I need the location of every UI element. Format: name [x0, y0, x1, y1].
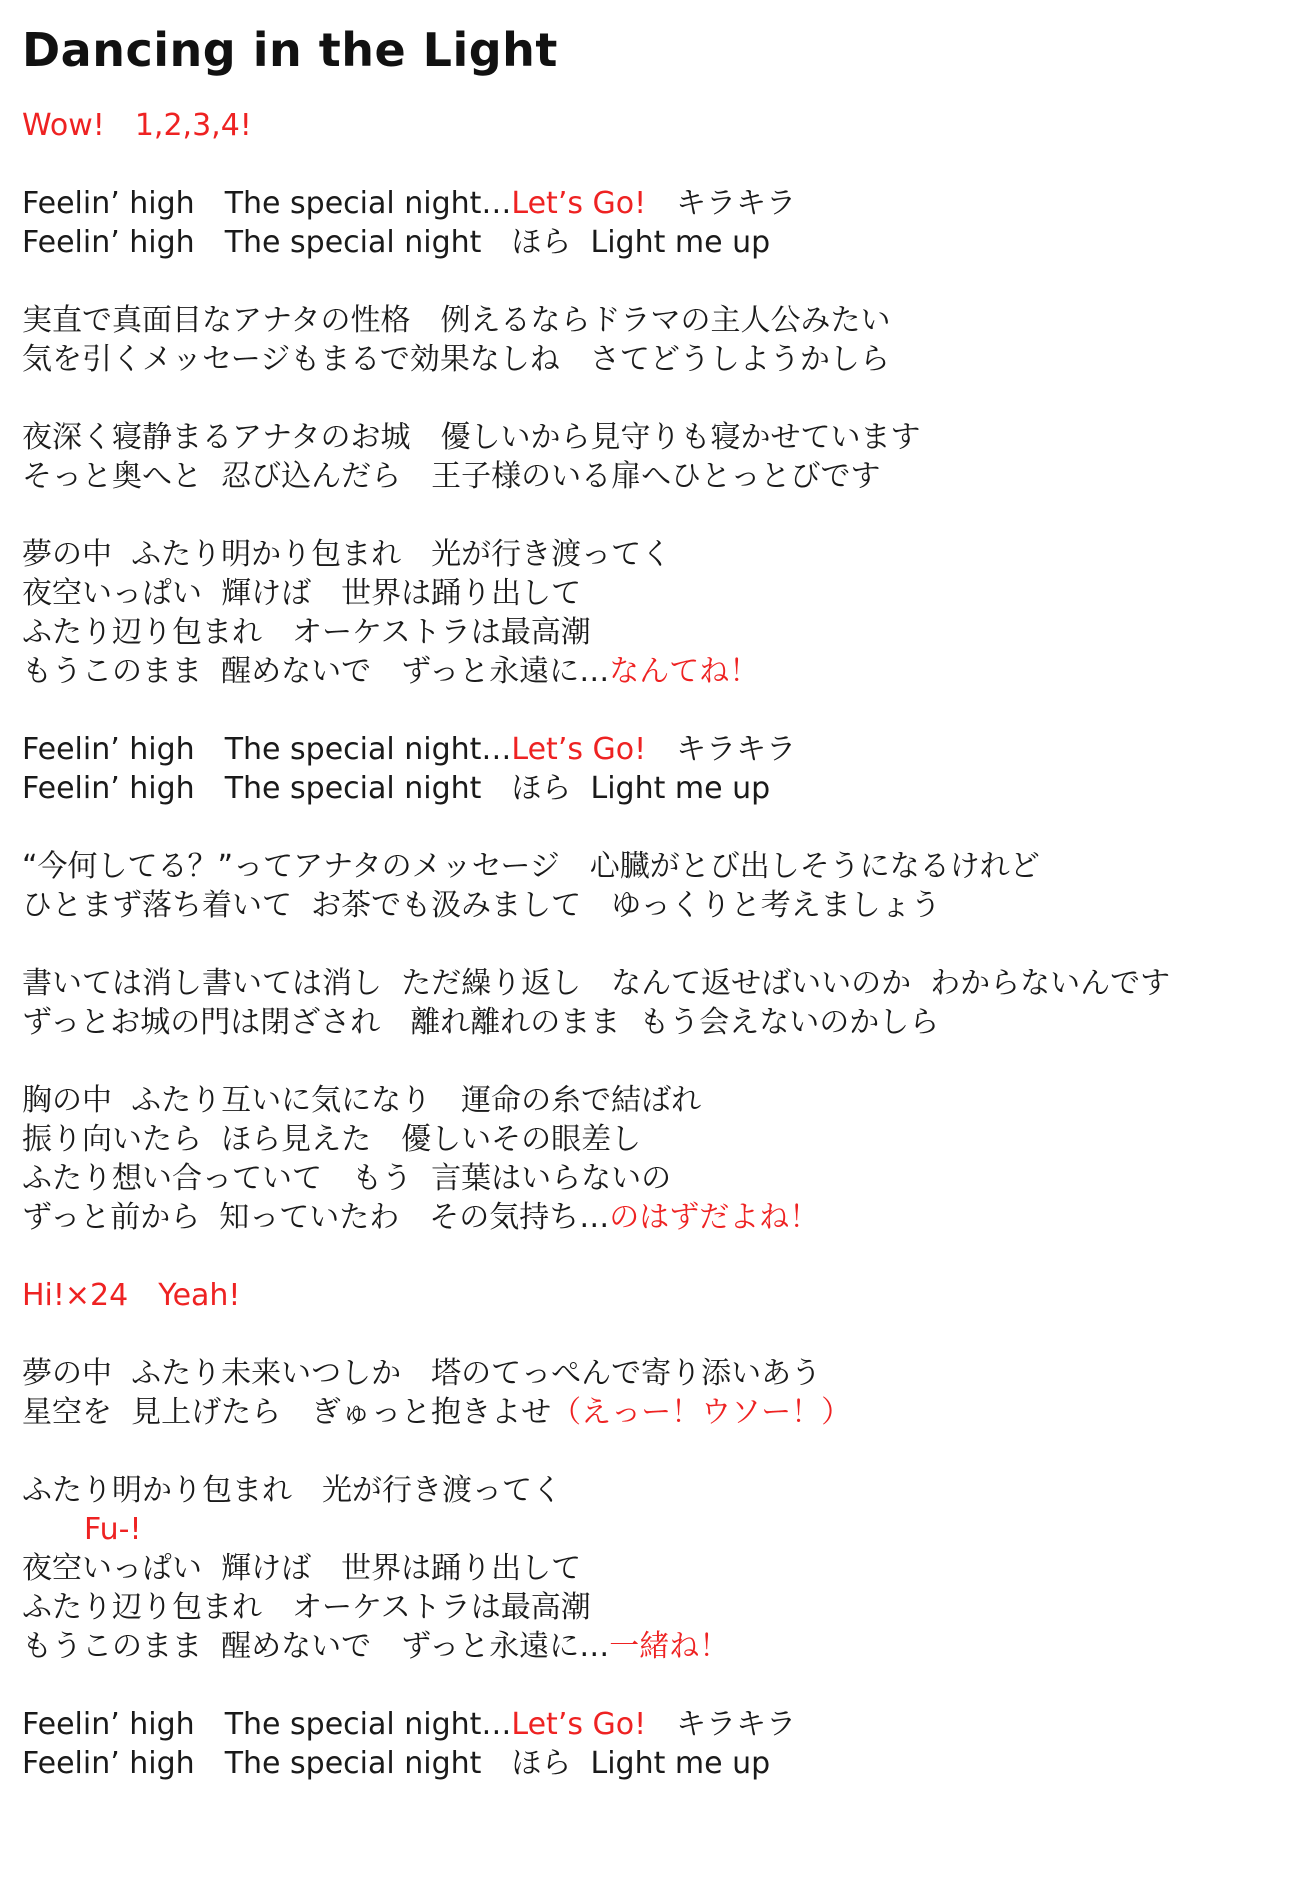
lyric-stanza — [22, 1276, 1282, 1315]
lyric-text: 夢の中 ふたり未来いつしか 塔のてっぺんで寄り添いあう — [22, 1356, 822, 1391]
lyric-line — [22, 1549, 1282, 1588]
lyric-line — [22, 1120, 1282, 1159]
lyric-line — [22, 1198, 1282, 1237]
lyric-line — [22, 1081, 1282, 1120]
lyric-stanza — [22, 301, 1282, 379]
lyric-line — [22, 1276, 1282, 1315]
lyric-text: 夜空いっぱい 輝けば 世界は踊り出して — [22, 576, 582, 611]
lyric-text: Feelin’ high The special night… — [22, 1707, 512, 1742]
lyric-line — [22, 1003, 1282, 1042]
lyric-stanza — [22, 1705, 1282, 1783]
lyric-text: もうこのまま 醒めないで ずっと永遠に… — [22, 1629, 610, 1664]
lyric-text: “今何してる？”ってアナタのメッセージ 心臓がとび出しそうになるけれど — [22, 849, 1040, 884]
lyric-text: 夜空いっぱい 輝けば 世界は踊り出して — [22, 1551, 582, 1586]
lyric-line — [22, 730, 1282, 769]
lyric-stanza — [22, 418, 1282, 496]
lyric-stanza — [22, 106, 1282, 145]
lyric-line — [22, 1159, 1282, 1198]
lyric-callout: のはずだよね！ — [609, 1200, 820, 1235]
lyric-callout: Let’s Go! — [511, 1707, 647, 1742]
lyric-text: 夢の中 ふたり明かり包まれ 光が行き渡ってく — [22, 537, 672, 572]
lyric-callout: （えっー！ウソー！） — [551, 1395, 852, 1430]
lyric-stanza — [22, 1081, 1282, 1237]
lyric-line — [22, 964, 1282, 1003]
lyrics-body — [22, 106, 1282, 1783]
lyric-text: ひとまず落ち着いて お茶でも汲みまして ゆっくりと考えましょう — [22, 888, 941, 923]
lyric-stanza — [22, 184, 1282, 262]
lyric-line — [22, 1588, 1282, 1627]
lyric-callout: Wow! 1,2,3,4! — [22, 108, 252, 143]
lyric-text: キラキラ — [646, 186, 797, 221]
lyric-text: 気を引くメッセージもまるで効果なしね さてどうしようかしら — [22, 342, 890, 377]
lyric-stanza — [22, 730, 1282, 808]
lyrics-document — [22, 20, 1282, 1822]
lyric-text: Feelin’ high The special night ほら Light me up — [22, 771, 771, 806]
lyric-line — [22, 1354, 1282, 1393]
lyric-callout: Let’s Go! — [511, 732, 647, 767]
lyric-line — [22, 418, 1282, 457]
lyric-line — [22, 1705, 1282, 1744]
lyric-text: そっと奥へと 忍び込んだら 王子様のいる扉へひとっとびです — [22, 459, 881, 494]
lyric-callout: 一緒ね！ — [609, 1629, 730, 1664]
lyric-stanza — [22, 1354, 1282, 1432]
lyric-line — [22, 1627, 1282, 1666]
lyric-line — [22, 535, 1282, 574]
lyric-line — [22, 613, 1282, 652]
lyric-text: 星空を 見上げたら ぎゅっと抱きよせ — [22, 1395, 552, 1430]
lyric-callout: Fu-! — [84, 1512, 142, 1547]
lyric-line — [22, 301, 1282, 340]
lyric-text: もうこのまま 醒めないで ずっと永遠に… — [22, 654, 610, 689]
lyric-stanza — [22, 1471, 1282, 1666]
lyric-text: 実直で真面目なアナタの性格 例えるならドラマの主人公みたい — [22, 303, 891, 338]
lyric-line — [22, 340, 1282, 379]
lyric-text: ふたり辺り包まれ オーケストラは最高潮 — [22, 1590, 591, 1625]
lyric-line — [22, 223, 1282, 262]
lyric-text: ふたり明かり包まれ 光が行き渡ってく — [22, 1473, 562, 1508]
lyric-text: 書いては消し書いては消し ただ繰り返し なんて返せばいいのか わからないんです — [22, 966, 1171, 1001]
lyric-text: ふたり辺り包まれ オーケストラは最高潮 — [22, 615, 591, 650]
lyric-text: キラキラ — [646, 1707, 797, 1742]
lyric-line — [22, 652, 1282, 691]
lyric-text: Feelin’ high The special night… — [22, 186, 512, 221]
lyric-line — [22, 1471, 1282, 1510]
lyric-line — [22, 886, 1282, 925]
lyric-line — [22, 1510, 1282, 1549]
lyric-text: ずっと前から 知っていたわ その気持ち… — [22, 1200, 610, 1235]
lyric-text: 胸の中 ふたり互いに気になり 運命の糸で結ばれ — [22, 1083, 702, 1118]
lyric-line — [22, 574, 1282, 613]
lyric-line — [22, 1393, 1282, 1432]
lyric-text: ずっとお城の門は閉ざされ 離れ離れのまま もう会えないのかしら — [22, 1005, 940, 1040]
lyric-line — [22, 769, 1282, 808]
lyric-text: ふたり想い合っていて もう 言葉はいらないの — [22, 1161, 672, 1196]
song-title: Dancing in the Light — [22, 23, 558, 77]
lyric-callout: なんてね！ — [609, 654, 760, 689]
lyric-line — [22, 106, 1282, 145]
lyric-line — [22, 184, 1282, 223]
lyric-text: 夜深く寝静まるアナタのお城 優しいから見守りも寝かせています — [22, 420, 921, 455]
lyric-callout: Hi!×24 Yeah! — [22, 1278, 241, 1313]
lyric-stanza — [22, 847, 1282, 925]
lyric-text: キラキラ — [646, 732, 797, 767]
lyric-text: 振り向いたら ほら見えた 優しいその眼差し — [22, 1122, 642, 1157]
lyric-text: Feelin’ high The special night ほら Light me up — [22, 225, 771, 260]
lyric-stanza — [22, 964, 1282, 1042]
lyric-line — [22, 457, 1282, 496]
lyric-stanza — [22, 535, 1282, 691]
lyric-callout: Let’s Go! — [511, 186, 647, 221]
lyric-text: Feelin’ high The special night ほら Light me up — [22, 1746, 771, 1781]
lyric-line — [22, 1744, 1282, 1783]
lyric-text: Feelin’ high The special night… — [22, 732, 512, 767]
lyric-line — [22, 847, 1282, 886]
